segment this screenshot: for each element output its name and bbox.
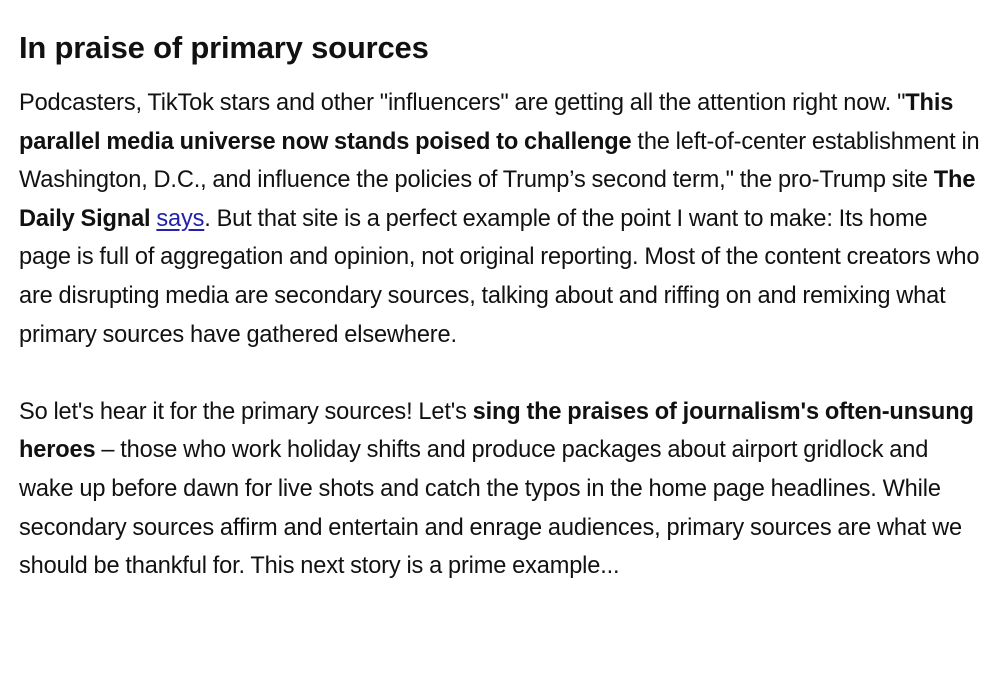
paragraph-1-text-1: Podcasters, TikTok stars and other "influencers" are getting all the attention right now. " <box>19 90 906 116</box>
paragraph-1-text-2: the left-of-center establishment in Washington, D.C., and influence the policies of Trump’s second term," the pro-Trump site <box>19 128 980 194</box>
paragraph-1-bold-source: The Daily Signal <box>19 167 976 232</box>
paragraph-1-bold-quote: This parallel media universe now stands poised to challenge <box>19 90 954 155</box>
says-link[interactable]: says <box>156 205 205 232</box>
section-heading: In praise of primary sources <box>19 30 429 65</box>
paragraph-2-bold-phrase: sing the praises of journalism's often-unsung heroes <box>19 398 974 464</box>
paragraph-1-text-4: . But that site is a perfect example of the point I want to make: Its home page is full of aggregation and opinion, not original reporting. Most of the content creators who are disrupting media are secondary sources, talking about and riffing on and remixing what primary sources have gathered elsewhere. <box>19 205 980 348</box>
paragraph-2 <box>19 393 982 586</box>
paragraph-2-text-2: – those who work holiday shifts and produce packages about airport gridlock and wake up before dawn for live shots and catch the typos in the home page headlines. While secondary sources affirm and entertain and enrage audiences, primary sources are what we should be thankful for. This next story is a prime example... <box>19 437 962 580</box>
paragraph-1 <box>19 84 982 354</box>
paragraph-2-text-1: So let's hear it for the primary sources! Let's <box>19 398 473 425</box>
